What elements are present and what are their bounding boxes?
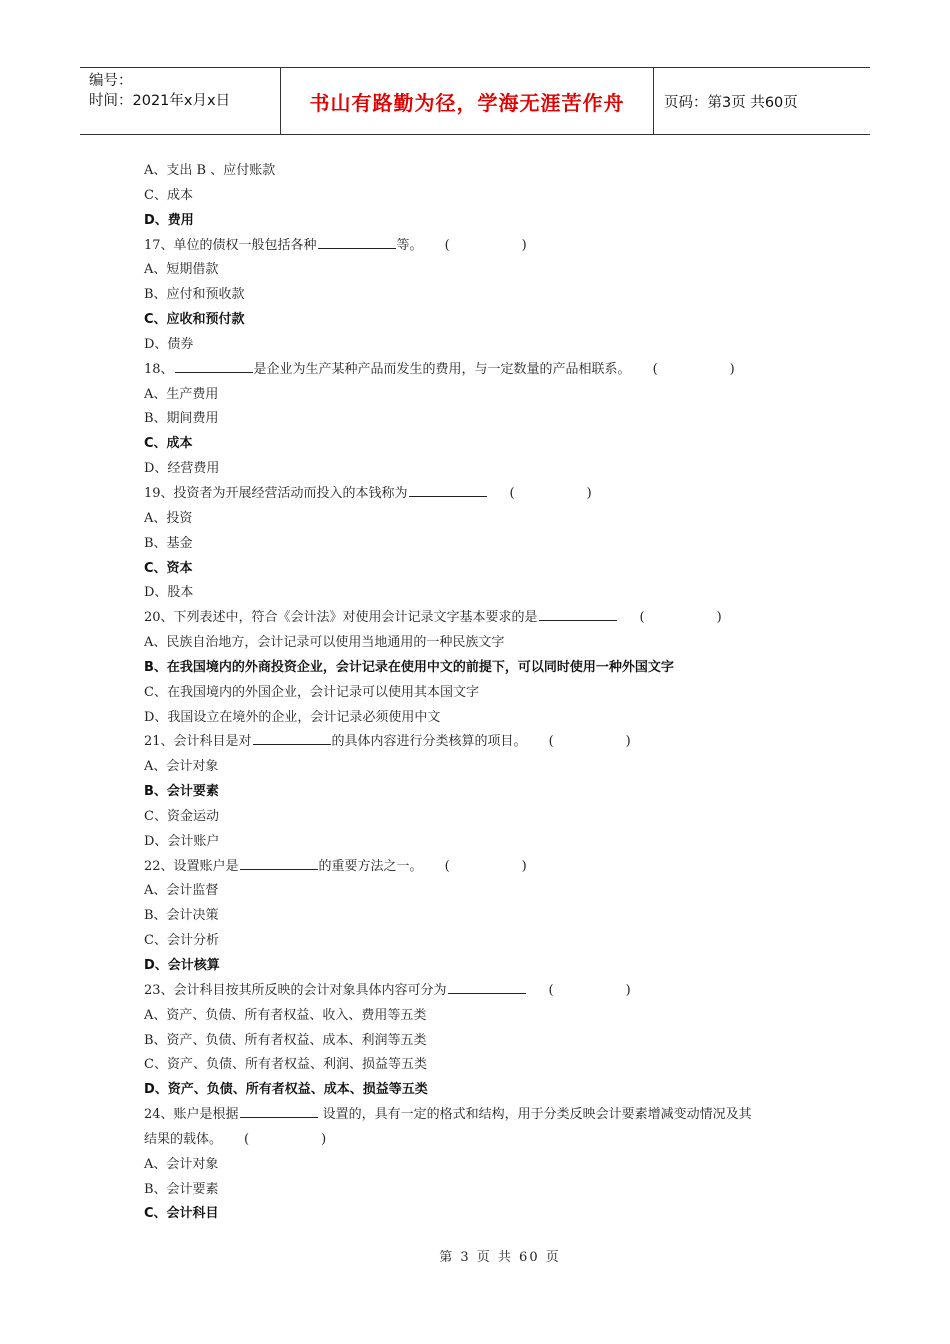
- option-text: C、成本: [144, 436, 193, 452]
- answer-option: [144, 1053, 824, 1078]
- option-text: D、债券: [144, 336, 194, 352]
- answer-option-correct: [144, 209, 824, 234]
- option-text: B、应付和预收款: [144, 287, 245, 303]
- header-motto: 书山有路勤为径，学海无涯苦作舟: [281, 68, 654, 134]
- answer-parentheses: [445, 855, 527, 880]
- option-text: D、会计核算: [144, 958, 220, 973]
- answer-option: [144, 1004, 824, 1029]
- paren-open: (: [244, 1131, 250, 1147]
- answer-option: [144, 581, 824, 606]
- option-text: D、股本: [144, 585, 194, 601]
- answer-parentheses: [510, 482, 592, 507]
- paren-open: (: [548, 982, 554, 998]
- question-text: 结果的载体。: [144, 1131, 223, 1147]
- answer-option: [144, 258, 824, 283]
- fill-in-blank: [539, 607, 617, 621]
- option-text: D、资产、负债、所有者权益、成本、损益等五类: [144, 1082, 428, 1098]
- fill-in-blank: [318, 235, 396, 249]
- paren-open: (: [509, 485, 515, 501]
- page-footer: 第 3 页 共 60 页: [439, 1250, 561, 1265]
- option-text: A、会计对象: [144, 759, 219, 775]
- option-text: B、会计决策: [144, 908, 219, 924]
- paren-close: ): [521, 237, 527, 253]
- option-text: C、在我国境内的外国企业，会计记录可以使用其本国文字: [144, 684, 479, 700]
- answer-option: [144, 283, 824, 308]
- header-meta: [80, 68, 281, 134]
- option-text: C、资本: [144, 560, 193, 576]
- question-stem: [144, 234, 824, 259]
- answer-option: [144, 507, 824, 532]
- paren-open: (: [652, 361, 658, 377]
- paren-close: ): [729, 361, 735, 377]
- answer-option: [144, 929, 824, 954]
- question-stem: [144, 482, 824, 507]
- paren-open: (: [444, 858, 450, 874]
- question-text-tail: 的重要方法之一。: [318, 858, 423, 874]
- option-text: C、会计分析: [144, 933, 219, 949]
- question-list: [144, 159, 824, 1227]
- option-text: A、支出 B 、应付账款: [144, 163, 276, 178]
- question-text-tail: 设置的，具有一定的格式和结构，用于分类反映会计要素增减变动情况及其: [318, 1107, 752, 1123]
- paren-close: ): [521, 858, 527, 874]
- paren-open: (: [444, 237, 450, 253]
- answer-option-correct: [144, 656, 824, 681]
- answer-option: [144, 532, 824, 557]
- answer-option: [144, 1178, 824, 1203]
- question-stem: [144, 606, 824, 631]
- question-text: 22、设置账户是: [144, 858, 239, 874]
- option-text: D、会计账户: [144, 833, 220, 849]
- paren-open: (: [639, 610, 645, 626]
- answer-option-correct: [144, 308, 824, 333]
- answer-option: [144, 879, 824, 904]
- answer-parentheses: [653, 358, 735, 383]
- fill-in-blank: [175, 359, 253, 373]
- header-page-info: 页码：第3页 共60页: [664, 94, 798, 111]
- fill-in-blank: [448, 980, 526, 994]
- answer-option-correct: [144, 1202, 824, 1227]
- answer-option: [144, 407, 824, 432]
- option-text: B、资产、负债、所有者权益、成本、利润等五类: [144, 1032, 427, 1048]
- question-text-tail: 等。: [396, 237, 423, 253]
- answer-option-correct: [144, 432, 824, 457]
- answer-option: [144, 1029, 824, 1054]
- paren-close: ): [625, 734, 631, 750]
- question-text: 24、账户是根据: [144, 1107, 239, 1123]
- option-text: C、应收和预付款: [144, 312, 245, 328]
- option-text: C、成本: [144, 187, 193, 203]
- option-text: C、会计科目: [144, 1206, 219, 1222]
- answer-option: [144, 706, 824, 731]
- answer-option: [144, 805, 824, 830]
- paren-open: (: [548, 734, 554, 750]
- option-text: C、资金运动: [144, 808, 219, 824]
- question-stem: [144, 358, 824, 383]
- option-text: B、基金: [144, 535, 193, 551]
- option-text: D、经营费用: [144, 461, 220, 477]
- question-text: 21、会计科目是对: [144, 734, 252, 750]
- answer-option: [144, 383, 824, 408]
- answer-option-correct: [144, 557, 824, 582]
- answer-option: [144, 184, 824, 209]
- paren-close: ): [321, 1131, 327, 1147]
- question-text: 19、投资者为开展经营活动而投入的本钱称为: [144, 485, 408, 501]
- answer-option: [144, 159, 824, 184]
- question-text: 18、: [144, 361, 174, 377]
- option-text: B、在我国境内的外商投资企业，会计记录在使用中文的前提下，可以同时使用一种外国文字: [144, 659, 674, 675]
- answer-option: [144, 904, 824, 929]
- option-text: C、资产、负债、所有者权益、利润、损益等五类: [144, 1057, 427, 1073]
- option-text: B、会计要素: [144, 784, 219, 800]
- paren-close: ): [716, 610, 722, 626]
- question-text-tail: 是企业为生产某种产品而发生的费用，与一定数量的产品相联系。: [253, 361, 631, 377]
- answer-option-correct: [144, 954, 824, 979]
- answer-option: [144, 631, 824, 656]
- option-text: B、会计要素: [144, 1181, 219, 1197]
- paren-close: ): [586, 485, 592, 501]
- fill-in-blank: [240, 856, 318, 870]
- question-stem: [144, 1128, 824, 1153]
- answer-parentheses: [549, 730, 631, 755]
- option-text: A、生产费用: [144, 386, 219, 402]
- option-text: A、民族自治地方，会计记录可以使用当地通用的一种民族文字: [144, 635, 505, 651]
- answer-option: [144, 755, 824, 780]
- option-text: D、费用: [144, 212, 194, 228]
- document-number-label: 编号：: [89, 73, 133, 89]
- option-text: D、我国设立在境外的企业，会计记录必须使用中文: [144, 709, 441, 725]
- question-text: 23、会计科目按其所反映的会计对象具体内容可分为: [144, 982, 447, 998]
- answer-option: [144, 1153, 824, 1178]
- answer-option: [144, 333, 824, 358]
- document-time-label: 时间：2021年x月x日: [89, 93, 231, 109]
- paren-close: ): [625, 982, 631, 998]
- answer-option: [144, 457, 824, 482]
- option-text: B、期间费用: [144, 411, 219, 427]
- answer-option-correct: [144, 780, 824, 805]
- fill-in-blank: [253, 731, 331, 745]
- page-header: [80, 67, 870, 135]
- fill-in-blank: [409, 483, 487, 497]
- fill-in-blank: [240, 1104, 318, 1118]
- answer-parentheses: [549, 979, 631, 1004]
- option-text: A、会计监督: [144, 883, 219, 899]
- question-stem: [144, 730, 824, 755]
- answer-option: [144, 681, 824, 706]
- option-text: A、资产、负债、所有者权益、收入、费用等五类: [144, 1007, 427, 1023]
- question-text: 20、下列表述中，符合《会计法》对使用会计记录文字基本要求的是: [144, 610, 538, 626]
- answer-option-correct: [144, 1078, 824, 1103]
- answer-option: [144, 830, 824, 855]
- option-text: A、短期借款: [144, 262, 219, 278]
- answer-parentheses: [640, 606, 722, 631]
- answer-parentheses: [445, 234, 527, 259]
- question-stem: [144, 855, 824, 880]
- question-stem: [144, 979, 824, 1004]
- question-text: 17、单位的债权一般包括各种: [144, 237, 317, 253]
- option-text: A、会计对象: [144, 1156, 219, 1172]
- question-stem: [144, 1103, 824, 1128]
- answer-parentheses: [244, 1128, 326, 1153]
- option-text: A、投资: [144, 510, 193, 526]
- question-text-tail: 的具体内容进行分类核算的项目。: [331, 734, 527, 750]
